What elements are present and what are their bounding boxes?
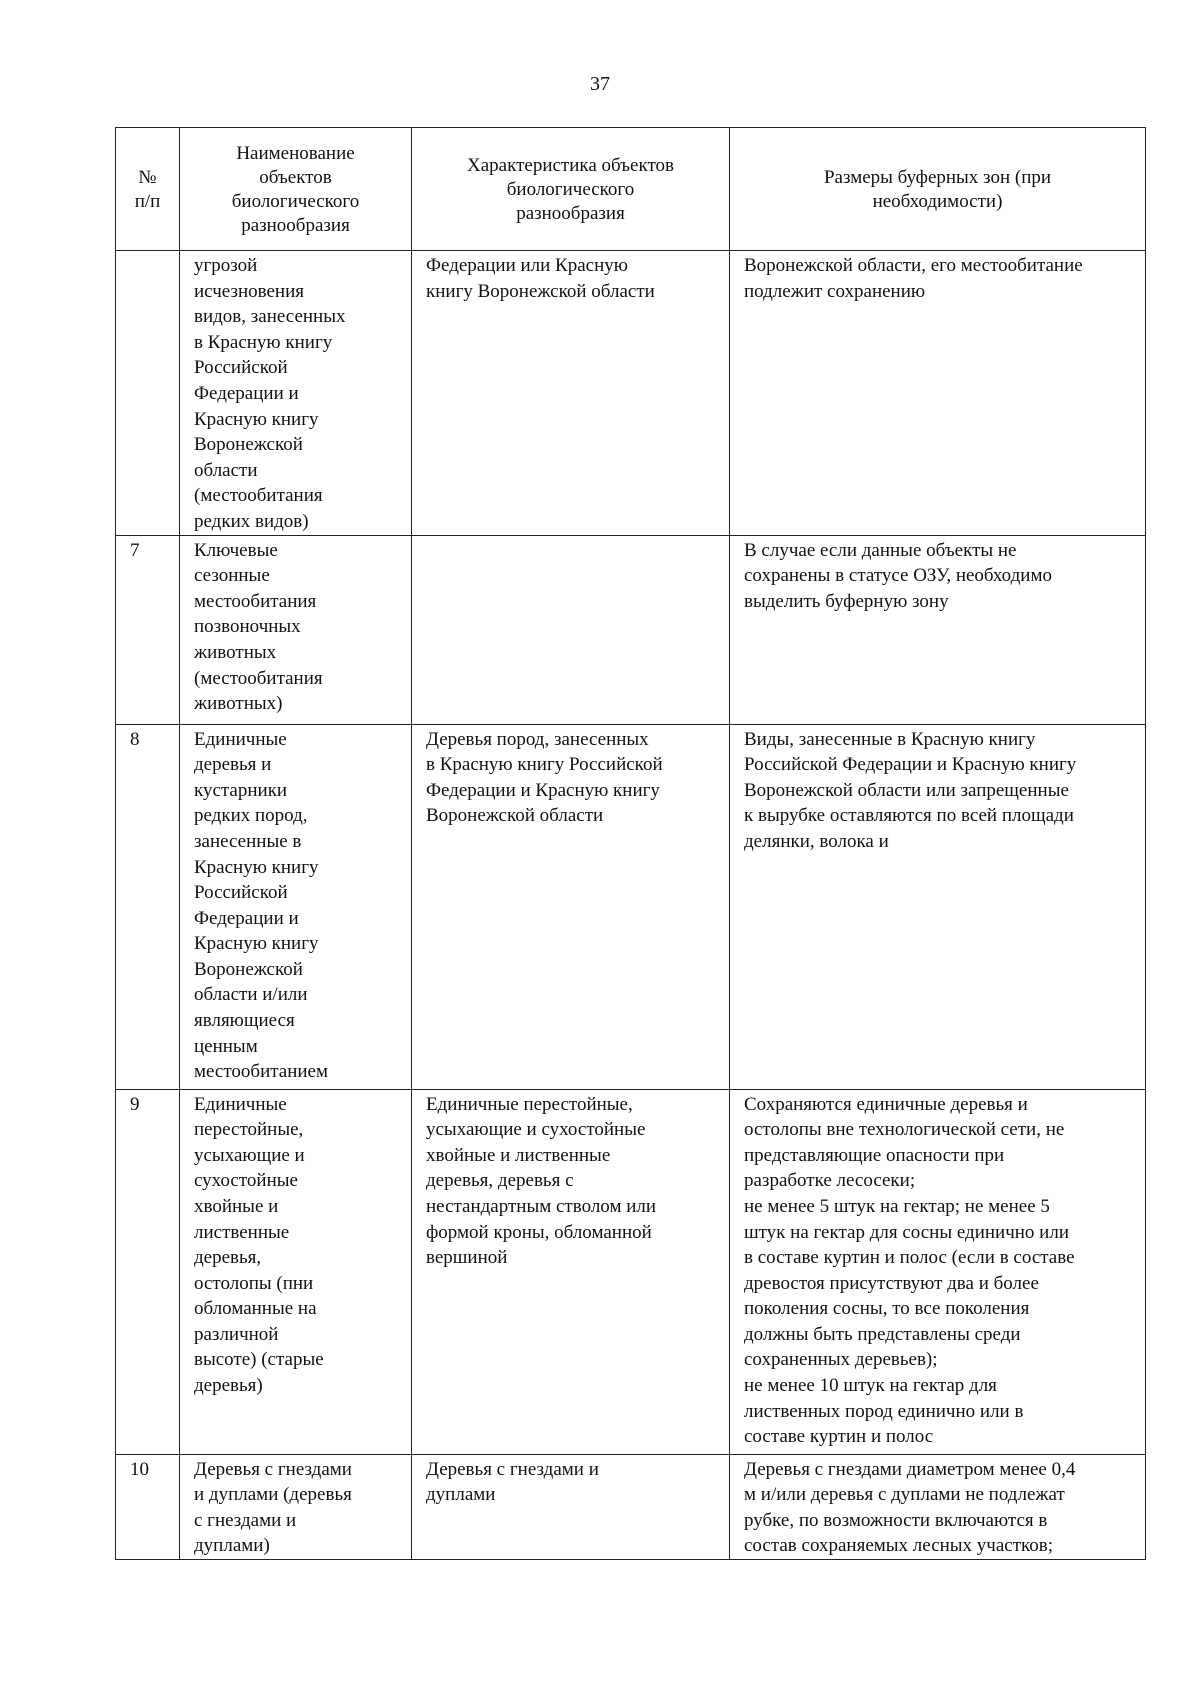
- table-row: [116, 535, 1146, 724]
- row-characteristic: Деревья с гнездами и дуплами: [412, 1454, 730, 1559]
- table-row: [116, 1454, 1146, 1559]
- row-object-name: Ключевые сезонные местообитания позвоночных животных (местообитания животных): [180, 535, 412, 724]
- row-characteristic: Деревья пород, занесенных в Красную книгу Российской Федерации и Красную книгу Воронежской области: [412, 724, 730, 1089]
- row-number: [116, 251, 180, 536]
- header-buffer-zone: Размеры буферных зон (при необходимости): [730, 128, 1146, 251]
- row-characteristic: Федерации или Красную книгу Воронежской области: [412, 251, 730, 536]
- row-object-name: Единичные перестойные, усыхающие и сухостойные хвойные и лиственные деревья, остолопы (пни обломанные на различной высоте) (старые деревья): [180, 1089, 412, 1454]
- row-buffer-zone: В случае если данные объекты не сохранены в статусе ОЗУ, необходимо выделить буферную зону: [730, 535, 1146, 724]
- table-header-row: [116, 128, 1146, 251]
- row-number: 10: [116, 1454, 180, 1559]
- row-buffer-zone: Виды, занесенные в Красную книгу Российской Федерации и Красную книгу Воронежской области или запрещенные к вырубке оставляются по всей площади делянки, волока и: [730, 724, 1146, 1089]
- table-row: [116, 1089, 1146, 1454]
- biodiversity-table: [115, 127, 1146, 1560]
- header-characteristic: Характеристика объектов биологического разнообразия: [412, 128, 730, 251]
- row-characteristic: Единичные перестойные, усыхающие и сухостойные хвойные и лиственные деревья, деревья с нестандартным стволом или формой кроны, обломанной вершиной: [412, 1089, 730, 1454]
- page-number: 37: [590, 73, 610, 95]
- table-row: [116, 251, 1146, 536]
- header-number: № п/п: [116, 128, 180, 251]
- row-buffer-zone: Воронежской области, его местообитание подлежит сохранению: [730, 251, 1146, 536]
- row-number: 9: [116, 1089, 180, 1454]
- row-object-name: Единичные деревья и кустарники редких пород, занесенные в Красную книгу Российской Федерации и Красную книгу Воронежской области и/или являющиеся ценным местообитанием: [180, 724, 412, 1089]
- row-number: 7: [116, 535, 180, 724]
- row-buffer-zone: Деревья с гнездами диаметром менее 0,4 м и/или деревья с дуплами не подлежат рубке, по возможности включаются в состав сохраняемых лесных участков;: [730, 1454, 1146, 1559]
- row-object-name: угрозой исчезновения видов, занесенных в Красную книгу Российской Федерации и Красную книгу Воронежской области (местообитания редких видов): [180, 251, 412, 536]
- row-buffer-zone: Сохраняются единичные деревья и остолопы вне технологической сети, не представляющие опасности при разработке лесосеки; не менее 5 штук на гектар; не менее 5 штук на гектар для сосны единично или в составе куртин и полос (если в составе древостоя присутствуют два и более поколения сосны, то все поколения должны быть представлены среди сохраненных деревьев); не менее 10 штук на гектар для лиственных пород единично или в составе куртин и полос: [730, 1089, 1146, 1454]
- row-number: 8: [116, 724, 180, 1089]
- table-row: [116, 724, 1146, 1089]
- header-object-name: Наименование объектов биологического разнообразия: [180, 128, 412, 251]
- row-characteristic: [412, 535, 730, 724]
- row-object-name: Деревья с гнездами и дуплами (деревья с гнездами и дуплами): [180, 1454, 412, 1559]
